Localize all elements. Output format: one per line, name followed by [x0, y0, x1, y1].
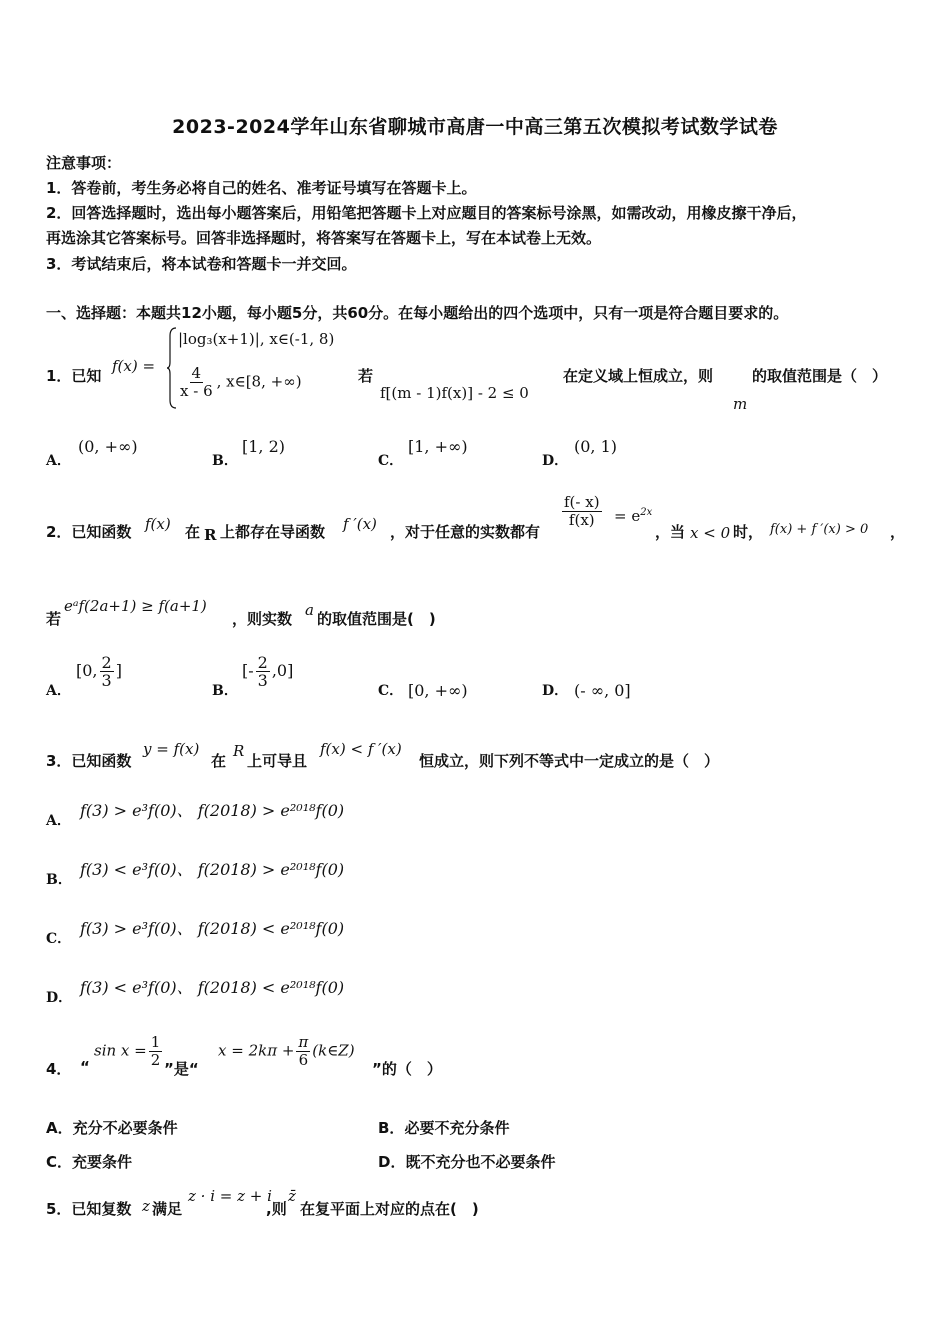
q1-case2-denominator: x - 6	[180, 382, 213, 400]
q2-option-a-den: 3	[101, 671, 112, 690]
q1-tail: 在定义域上恒成立，则	[563, 367, 714, 385]
q4-mid: ”是“	[164, 1060, 199, 1078]
page-title: 2023-2024学年山东省聊城市高唐一中高三第五次模拟考试数学试卷	[172, 116, 778, 138]
q1-fx: f(x) =	[112, 357, 156, 375]
q2-ineq: f(x) + f ′(x) > 0	[770, 522, 869, 537]
q2-option-d[interactable]: (- ∞, 0]	[574, 681, 631, 700]
q2-option-a-num: 2	[101, 653, 112, 672]
section-heading: 一、选择题：本题共12小题，每小题5分，共60分。在每小题给出的四个选项中，只有一项是符合题目要求的。	[46, 304, 789, 322]
q1-option-c-label[interactable]: C．	[378, 453, 404, 469]
q3-option-b-label[interactable]: B．	[46, 872, 72, 888]
q2-option-b[interactable]	[242, 654, 293, 689]
q4-option-c[interactable]	[46, 1151, 132, 1172]
notice-item: 再选涂其它答案标号。回答非选择题时，将答案写在答题卡上，写在本试卷上无效。	[46, 229, 602, 247]
q1-option-b-label[interactable]: B．	[212, 453, 238, 469]
q3-zai: 在	[211, 752, 227, 770]
q3-option-d-label[interactable]: D．	[46, 990, 73, 1006]
q2-frac-numerator: f(- x)	[564, 493, 600, 511]
q4-option-b-label: B．	[378, 1119, 405, 1137]
q2-R: R	[204, 526, 217, 544]
q5-prefix: 5．已知复数	[46, 1200, 132, 1218]
q4-pi-den: 6	[298, 1051, 309, 1069]
notice-item: 2．回答选择题时，选出每小题答案后，用铅笔把答题卡上对应题目的答案标号涂黑，如需改动，用橡皮擦干净后，	[46, 204, 807, 222]
q2-eq: = e	[614, 507, 641, 525]
q2-fx: f(x)	[145, 515, 171, 533]
q3-option-d[interactable]: f(3) < e³f(0)、 f(2018) < e²⁰¹⁸f(0)	[80, 978, 345, 997]
q2-option-b-num: 2	[257, 653, 268, 672]
q1-option-a[interactable]: (0, +∞)	[78, 437, 138, 456]
q5-condition: z · i = z + i	[188, 1187, 272, 1205]
q2-option-b-right: ,0]	[271, 661, 294, 680]
q1-ruo: 若	[358, 367, 374, 385]
q2-frac-denominator: f(x)	[568, 511, 595, 529]
q2-mid: 上都存在导函数	[220, 523, 326, 541]
q1-option-c[interactable]: [1, +∞)	[408, 437, 468, 456]
q2-option-a-label[interactable]: A．	[46, 683, 71, 699]
q1-option-d[interactable]: (0, 1)	[574, 437, 618, 456]
q4-option-b[interactable]	[378, 1117, 509, 1138]
q4-option-a-label: A．	[46, 1119, 73, 1137]
q1-option-d-label[interactable]: D．	[542, 453, 569, 469]
q4-option-a-text: 充分不必要条件	[72, 1119, 178, 1137]
q2-line2-condition: eᵃf(2a+1) ≥ f(a+1)	[64, 597, 207, 615]
q5-mid2: ,则	[266, 1200, 287, 1218]
q1-prefix: 1．已知	[46, 367, 102, 385]
notice-item: 3．考试结束后，将本试卷和答题卡一并交回。	[46, 255, 357, 273]
q4-option-c-label: C．	[46, 1153, 73, 1171]
q3-prefix: 3．已知函数	[46, 752, 132, 770]
q4-option-d-label: D．	[378, 1153, 406, 1171]
q3-option-a-label[interactable]: A．	[46, 813, 71, 829]
q2-option-a[interactable]	[76, 654, 122, 689]
q2-option-a-left: [0,	[76, 661, 98, 680]
q4-half-num: 1	[150, 1033, 161, 1051]
q2-shi: 时，	[733, 523, 764, 541]
notice-item: 1．答卷前，考生务必将自己的姓名、准考证号填写在答题卡上。	[46, 179, 477, 197]
q4-sinx: sin x =	[94, 1041, 147, 1060]
q3-option-c-label[interactable]: C．	[46, 931, 72, 947]
q2-mid2: ，对于任意的实数都有	[390, 523, 541, 541]
q1-case1: |log₃(x+1)|, x∈(-1, 8)	[178, 330, 335, 348]
q2-line2-ruo: 若	[46, 610, 62, 628]
q3-yfx: y = f(x)	[143, 740, 200, 758]
q2-a: a	[305, 601, 314, 619]
q3-tail: 恒成立，则下列不等式中一定成立的是（ ）	[419, 752, 720, 770]
q4-xeq: x = 2kπ +	[218, 1041, 295, 1060]
q2-zai: 在	[185, 523, 201, 541]
q1-option-b[interactable]: [1, 2)	[242, 437, 286, 456]
q3-R: R	[233, 742, 245, 760]
q4-option-d-text: 既不充分也不必要条件	[405, 1153, 556, 1171]
q3-option-a[interactable]: f(3) > e³f(0)、 f(2018) > e²⁰¹⁸f(0)	[80, 801, 345, 820]
q2-line2-tail: 的取值范围是( )	[317, 610, 436, 628]
q3-option-c[interactable]: f(3) > e³f(0)、 f(2018) < e²⁰¹⁸f(0)	[80, 919, 345, 938]
q5-mid: 满足	[152, 1200, 183, 1218]
q2-derivative: f ′(x)	[343, 515, 377, 533]
q4-option-d[interactable]	[378, 1151, 555, 1172]
notice-heading: 注意事项：	[46, 154, 122, 172]
q4-pi-num: π	[298, 1033, 309, 1051]
q1-case2-numerator: 4	[191, 364, 202, 382]
q3-option-b[interactable]: f(3) < e³f(0)、 f(2018) > e²⁰¹⁸f(0)	[80, 860, 345, 879]
q4-tail: ”的（ ）	[372, 1060, 442, 1078]
q1-condition: f[(m - 1)f(x)] - 2 ≤ 0	[380, 384, 529, 402]
q1-m: m	[733, 395, 748, 413]
q2-dang: ，当	[655, 523, 686, 541]
q2-option-b-label[interactable]: B．	[212, 683, 238, 699]
q5-z: z	[142, 1197, 150, 1215]
q4-option-c-text: 充要条件	[72, 1153, 133, 1171]
q4-option-a[interactable]	[46, 1117, 178, 1138]
q4-kz: (k∈Z)	[312, 1041, 355, 1060]
q2-option-d-label[interactable]: D．	[542, 683, 569, 699]
q2-option-b-den: 3	[257, 671, 268, 690]
q2-option-c-label[interactable]: C．	[378, 683, 404, 699]
q2-comma: ，	[890, 523, 906, 541]
q1-option-a-label[interactable]: A．	[46, 453, 71, 469]
q1-case2-condition: , x∈[8, +∞)	[216, 372, 302, 391]
q5-zbar: z̄	[288, 1187, 296, 1205]
q4-option-b-text: 必要不充分条件	[404, 1119, 510, 1137]
q1-tail2: 的取值范围是（ ）	[752, 367, 888, 385]
q4-prefix: 4．	[46, 1060, 72, 1078]
q2-prefix: 2．已知函数	[46, 523, 132, 541]
q4-quote-open: “	[80, 1058, 90, 1076]
q5-tail: 在复平面上对应的点在( )	[300, 1200, 479, 1218]
q2-option-a-right: ]	[115, 661, 122, 680]
q3-mid: 上可导且	[247, 752, 308, 770]
q4-half-den: 2	[150, 1051, 161, 1069]
q3-condition: f(x) < f ′(x)	[320, 740, 402, 758]
q2-option-b-left: [-	[242, 661, 254, 680]
q2-option-c[interactable]: [0, +∞)	[408, 681, 468, 700]
q2-exp: 2x	[640, 507, 653, 518]
q2-line2-mid: ，则实数	[232, 610, 293, 628]
q2-xlt: x < 0	[690, 524, 731, 542]
